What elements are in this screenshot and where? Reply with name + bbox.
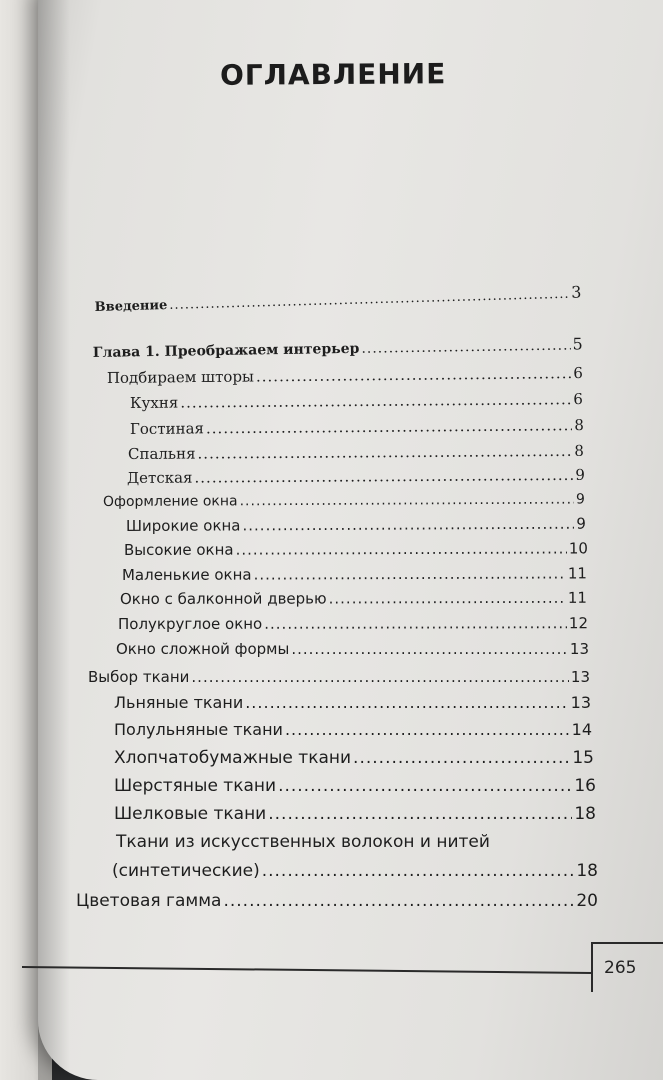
toc-leader-dots xyxy=(353,748,570,768)
toc-entry xyxy=(130,389,583,413)
toc-entry xyxy=(118,613,588,634)
toc-entry-label: Полукруглое окно xyxy=(117,614,263,633)
toc-entry-label: Гостиная xyxy=(129,419,205,439)
toc-entry-label: Шерстяные ткани xyxy=(114,776,277,796)
toc-entry xyxy=(130,415,584,439)
toc-entry-page: 9 xyxy=(575,465,585,484)
toc-entry-label: Высокие окна xyxy=(123,540,234,559)
toc-entry-page: 15 xyxy=(572,748,594,768)
toc-entry-label: Маленькие окна xyxy=(121,565,252,584)
toc-leader-dots xyxy=(329,588,566,609)
toc-leader-dots xyxy=(223,891,574,911)
toc-entry xyxy=(122,563,587,585)
toc-entry-page: 5 xyxy=(572,334,583,354)
toc-entry-page: 3 xyxy=(571,282,582,302)
toc-entry-page: 13 xyxy=(569,640,589,658)
toc-entry xyxy=(114,776,596,796)
toc-leader-dots xyxy=(268,804,572,824)
toc-leader-dots xyxy=(236,538,567,559)
toc-entry-page: 6 xyxy=(573,390,583,409)
toc-entry xyxy=(127,465,585,488)
toc-leader-dots xyxy=(191,667,569,687)
toc-entry-label: Широкие окна xyxy=(125,516,241,535)
toc-entry-page: 9 xyxy=(576,514,586,533)
toc-leader-dots xyxy=(262,861,575,881)
toc-entry xyxy=(128,441,584,464)
toc-entry-label: Шелковые ткани xyxy=(114,804,267,824)
toc-entry-page: 8 xyxy=(574,416,584,435)
toc-entry-page: 10 xyxy=(568,539,588,558)
toc-entry xyxy=(114,720,592,740)
toc-entry xyxy=(112,861,598,881)
toc-leader-dots xyxy=(169,285,570,316)
toc-entry-label-line1: Ткани из искусственных волокон и нитей xyxy=(116,832,490,852)
toc-entry-page: 9 xyxy=(575,491,585,508)
toc-entry xyxy=(114,693,591,713)
toc-leader-dots xyxy=(254,563,566,584)
toc-leader-dots xyxy=(278,776,572,796)
toc-entry xyxy=(93,334,583,363)
page-number: 265 xyxy=(604,958,637,978)
toc-entry-label: Подбираем шторы xyxy=(106,367,255,388)
toc-entry xyxy=(88,667,590,687)
toc-entry-page: 6 xyxy=(573,364,583,383)
toc-entry xyxy=(124,538,588,560)
toc-entry-page: 11 xyxy=(567,564,587,583)
toc-entry-page: 16 xyxy=(574,776,596,796)
toc-entry xyxy=(120,588,587,609)
toc-entry xyxy=(114,804,596,824)
toc-entry xyxy=(76,891,598,911)
toc-leader-dots xyxy=(245,693,568,713)
toc-entry-label: (синтетические) xyxy=(112,861,260,881)
toc-entry-label: Окно сложной формы xyxy=(116,640,290,658)
toc-entry-label: Спальня xyxy=(127,444,196,464)
toc-leader-dots xyxy=(256,363,572,386)
toc-entry xyxy=(107,363,583,388)
toc-entry xyxy=(114,748,594,768)
toc-leader-dots xyxy=(264,613,567,634)
toc-entry-label: Глава 1. Преображаем интерьер xyxy=(92,340,360,362)
toc-entry-label: Выбор ткани xyxy=(88,668,190,686)
toc-entry-page: 13 xyxy=(570,668,590,686)
toc-entry-label: Полульняные ткани xyxy=(114,720,283,739)
toc-entry-label: Кухня xyxy=(129,393,179,413)
toc-entry xyxy=(116,639,589,659)
page-title: ОГЛАВЛЕНИЕ xyxy=(219,57,447,92)
toc-entry xyxy=(126,514,586,536)
toc-entry-page: 11 xyxy=(567,588,587,607)
toc-entry-page: 12 xyxy=(568,614,588,633)
toc-entry-label: Оформление окна xyxy=(102,493,238,511)
toc-entry-label: Льняные ткани xyxy=(114,693,244,712)
toc-leader-dots xyxy=(285,720,570,740)
toc-entry-page: 18 xyxy=(574,804,596,824)
toc-entry-label: Введение xyxy=(94,297,168,316)
toc-entry-label: Детская xyxy=(126,468,193,488)
toc-entry-page: 20 xyxy=(576,891,598,911)
toc-entry-page: 18 xyxy=(576,861,598,881)
toc-entry xyxy=(94,282,581,318)
toc-leader-dots xyxy=(180,389,571,412)
toc-leader-dots xyxy=(242,514,574,536)
toc-leader-dots xyxy=(291,639,568,659)
toc-entry-page: 8 xyxy=(574,441,584,460)
toc-entry-label: Хлопчатобумажные ткани xyxy=(114,748,352,768)
toc-entry-label: Окно с балконной дверью xyxy=(119,589,327,608)
toc-entry-page: 13 xyxy=(570,693,591,712)
toc-leader-dots xyxy=(194,465,573,488)
toc-entry-page: 14 xyxy=(571,720,592,739)
toc-leader-dots xyxy=(361,335,571,358)
toc-entry-label: Цветовая гамма xyxy=(76,891,222,911)
toc-leader-dots xyxy=(206,415,573,438)
toc-entry xyxy=(103,489,585,512)
toc-leader-dots xyxy=(197,441,572,464)
toc-leader-dots xyxy=(240,490,575,512)
